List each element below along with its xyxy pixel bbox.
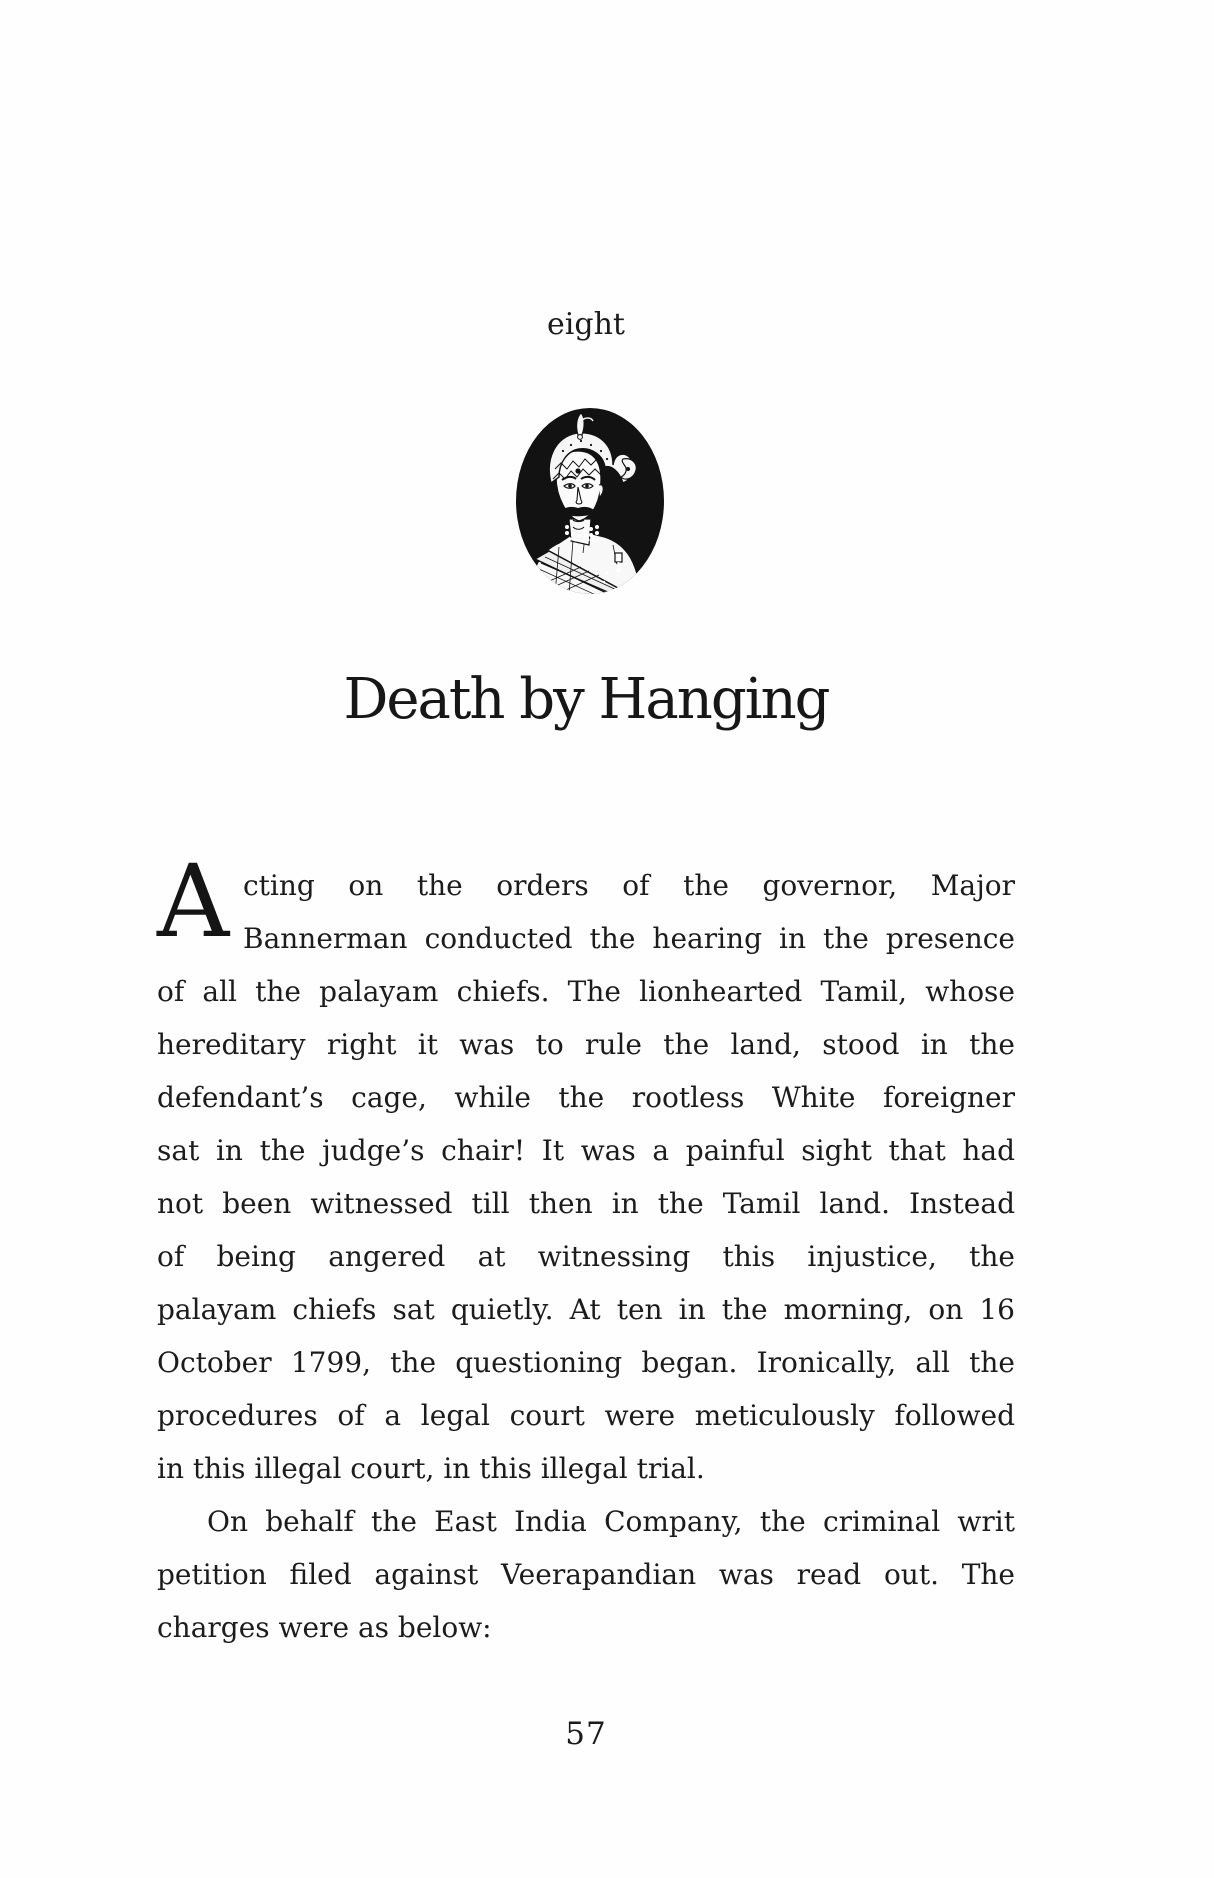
body-line: procedures of a legal court were meticulously followed <box>157 1399 1015 1432</box>
drop-cap: A <box>157 843 230 960</box>
body-line: palayam chiefs sat quietly. At ten in the morning, on 16 <box>157 1293 1015 1326</box>
body-line: sat in the judge’s chair! It was a painful sight that had <box>157 1134 1015 1167</box>
body-line: defendant’s cage, while the rootless White foreigner <box>157 1081 1015 1114</box>
body-line: not been witnessed till then in the Tamil land. Instead <box>157 1187 1015 1220</box>
body-line: of all the palayam chiefs. The lionhearted Tamil, whose <box>157 975 1015 1008</box>
body-text <box>157 859 1015 1654</box>
chapter-number: eight <box>547 307 625 342</box>
page-title: Death by Hanging <box>343 667 829 732</box>
body-line: hereditary right it was to rule the land, stood in the <box>157 1028 1015 1061</box>
page-number: 57 <box>565 1716 607 1752</box>
body-line: On behalf the East India Company, the criminal writ <box>207 1505 1015 1538</box>
body-line: of being angered at witnessing this injustice, the <box>157 1240 1015 1273</box>
royal-portrait-illustration <box>515 407 665 595</box>
body-line: charges were as below: <box>157 1611 492 1644</box>
body-line: Bannerman conducted the hearing in the presence <box>243 922 1015 955</box>
body-line: October 1799, the questioning began. Ironically, all the <box>157 1346 1015 1379</box>
body-line: petition filed against Veerapandian was read out. The <box>157 1558 1015 1591</box>
body-line: cting on the orders of the governor, Major <box>243 869 1015 902</box>
body-line: in this illegal court, in this illegal trial. <box>157 1452 705 1485</box>
